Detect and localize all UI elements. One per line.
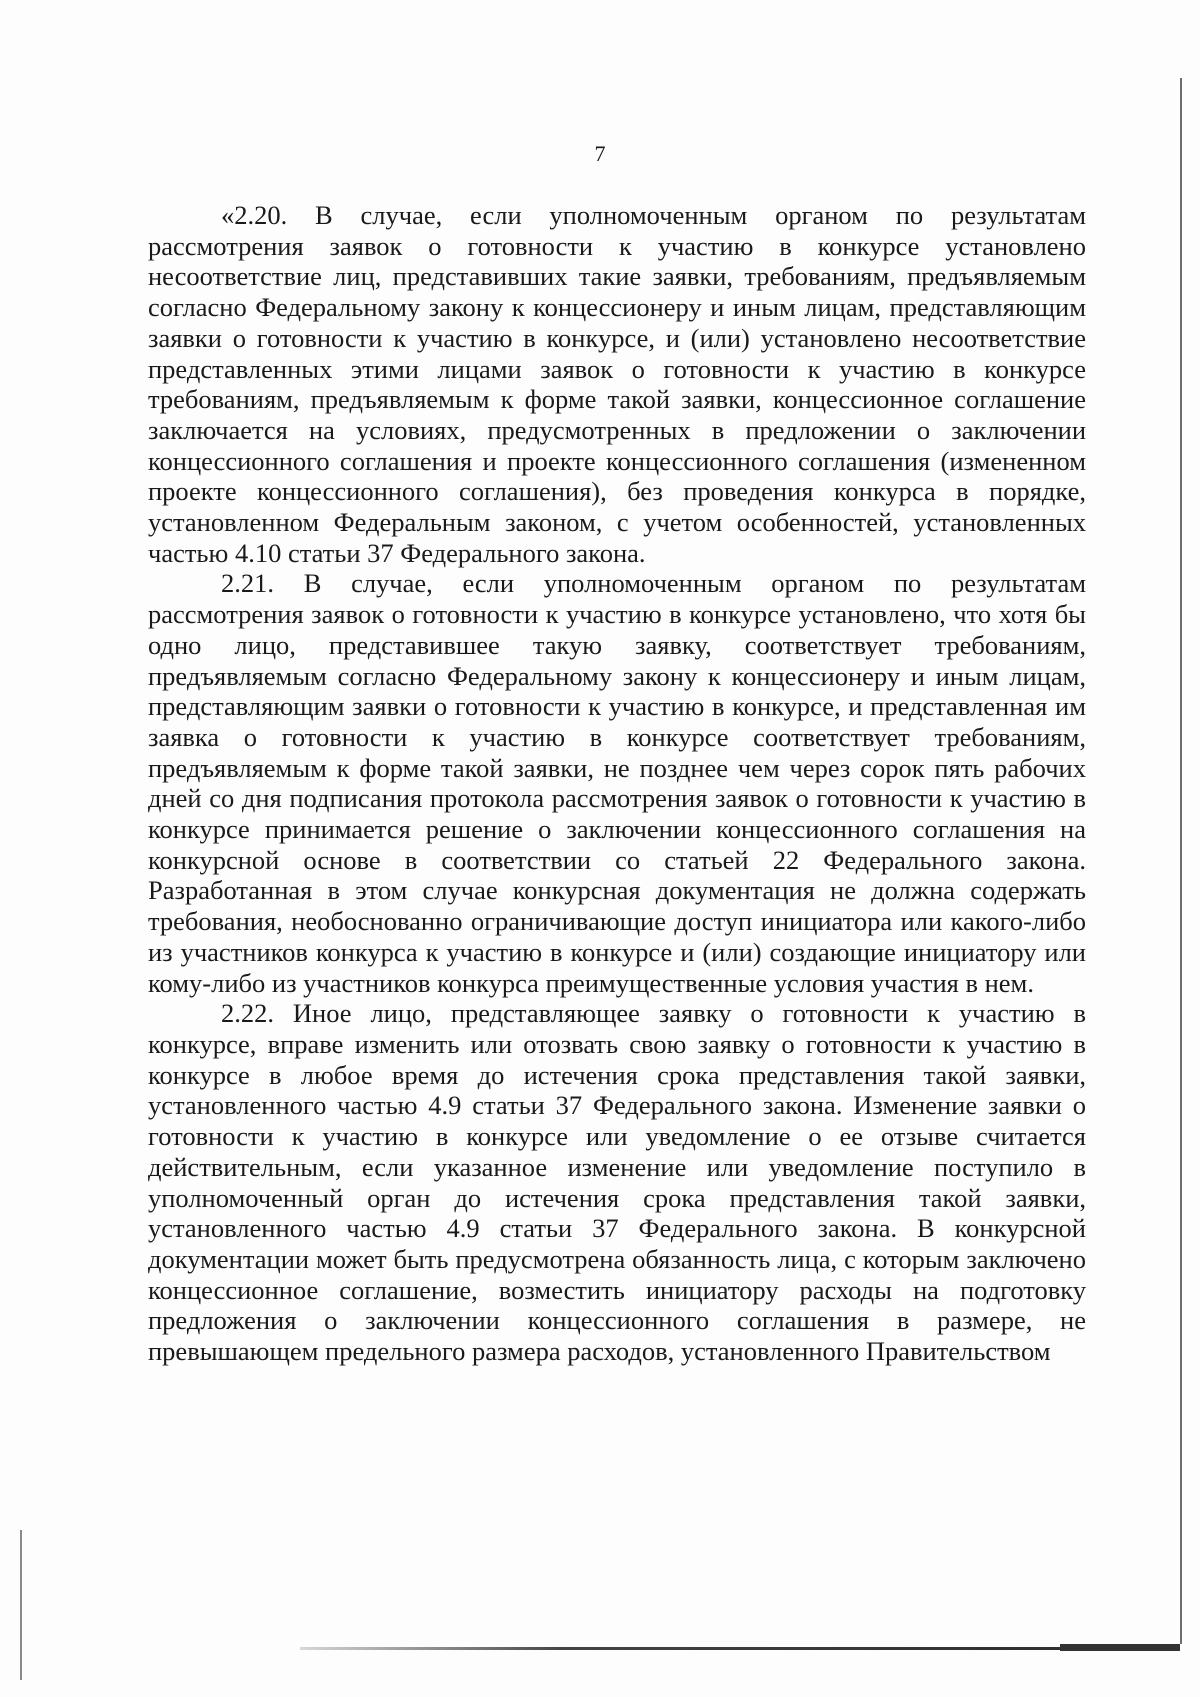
scan-edge-right xyxy=(1180,78,1182,1644)
scan-edge-bottom xyxy=(300,1647,1180,1650)
paragraph-2-21: 2.21. В случае, если уполномоченным органом по результатам рассмотрения заявок о готовности к участию в конкурсе установлено, что хотя бы одно лицо, представившее такую заявку, соответствует требованиям, предъявляемым согласно Федеральному закону к концессионеру и иным лицам, представляющим заявки о готовности к участию в конкурсе, и представленная им заявка о готовности к участию в конкурсе соответствует требованиям, предъявляемым к форме такой заявки, не позднее чем через сорок пять рабочих дней со дня подписания протокола рассмотрения заявок о готовности к участию в конкурсе принимается решение о заключении концессионного соглашения на конкурсной основе в соответствии со статьей 22 Федерального закона. Разработанная в этом случае конкурсная документация не должна содержать требования, необоснованно ограничивающие доступ инициатора или какого-либо из участников конкурса к участию в конкурсе и (или) создающие инициатору или кому-либо из участников конкурса преимущественные условия участия в нем. xyxy=(148,568,1086,998)
scan-edge-left xyxy=(20,1530,22,1680)
paragraph-2-22: 2.22. Иное лицо, представляющее заявку о готовности к участию в конкурсе, вправе изменить или отозвать свою заявку о готовности к участию в конкурсе в любое время до истечения срока представления такой заявки, установленного частью 4.9 статьи 37 Федерального закона. Изменение заявки о готовности к участию в конкурсе или уведомление о ее отзыве считается действительным, если указанное изменение или уведомление поступило в уполномоченный орган до истечения срока представления такой заявки, установленного частью 4.9 статьи 37 Федерального закона. В конкурсной документации может быть предусмотрена обязанность лица, с которым заключено концессионное соглашение, возместить инициатору расходы на подготовку предложения о заключении концессионного соглашения в размере, не превышающем предельного размера расходов, установленного Правительством xyxy=(148,998,1086,1367)
paragraph-2-20: «2.20. В случае, если уполномоченным органом по результатам рассмотрения заявок о готовности к участию в конкурсе установлено несоответствие лиц, представивших такие заявки, требованиям, предъявляемым согласно Федеральному закону к концессионеру и иным лицам, представляющим заявки о готовности к участию в конкурсе, и (или) установлено несоответствие представленных этими лицами заявок о готовности к участию в конкурсе требованиям, предъявляемым к форме такой заявки, концессионное соглашение заключается на условиях, предусмотренных в предложении о заключении концессионного соглашения и проекте концессионного соглашения (измененном проекте концессионного соглашения), без проведения конкурса в порядке, установленном Федеральным законом, с учетом особенностей, установленных частью 4.10 статьи 37 Федерального закона. xyxy=(148,200,1086,568)
page-number: 7 xyxy=(594,141,606,166)
document-body xyxy=(148,200,1086,1367)
scan-edge-bottom-corner xyxy=(1060,1644,1180,1651)
